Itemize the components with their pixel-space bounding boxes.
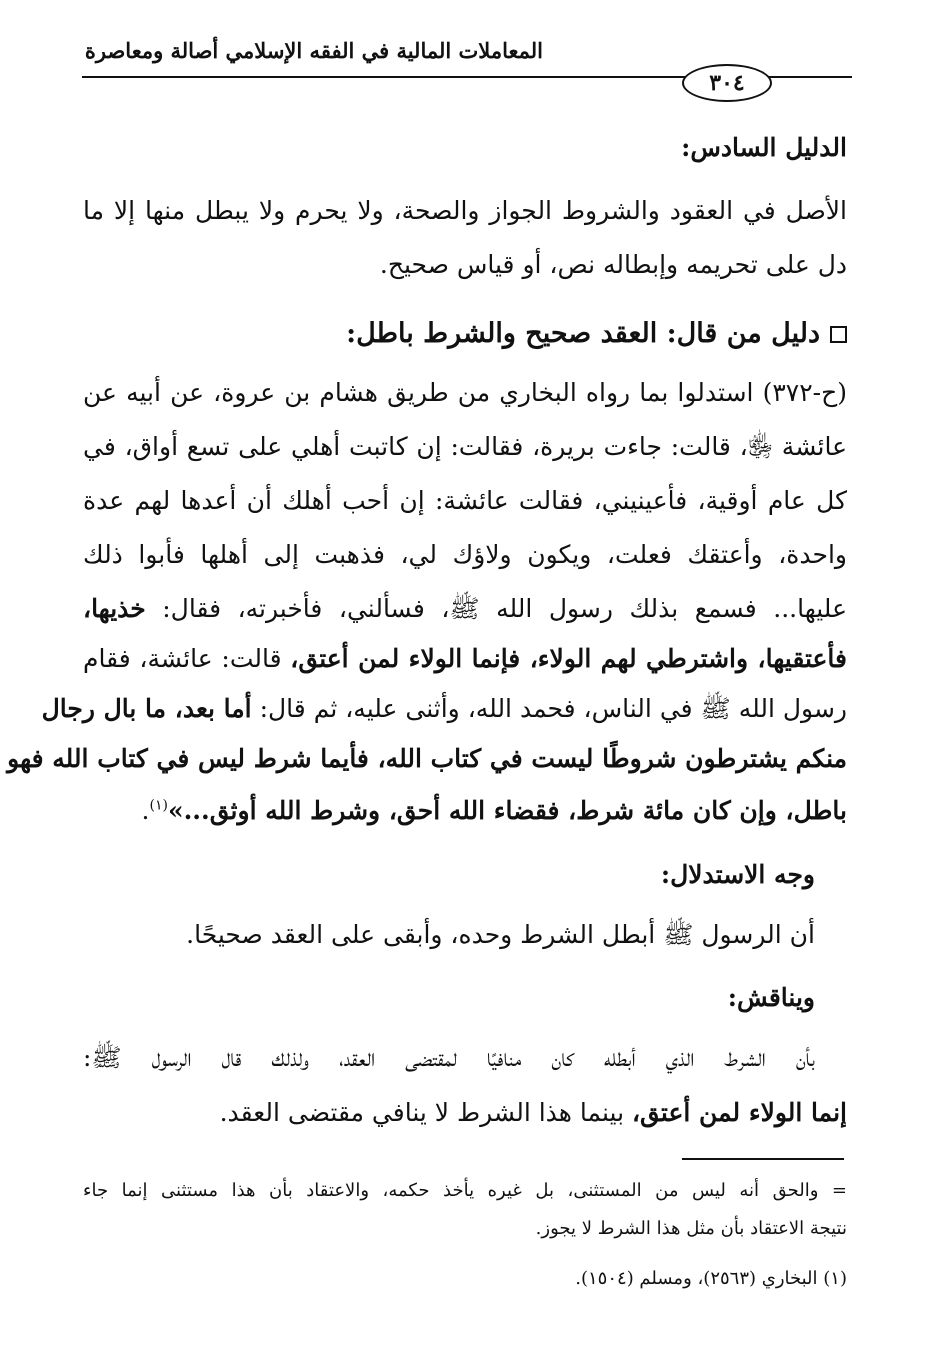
paragraph-text: بينما هذا الشرط لا ينافي مقتضى العقد.: [219, 1098, 632, 1127]
hadith-line: [83, 646, 847, 671]
hadith-line: [83, 596, 847, 621]
section-heading-evidence: [83, 320, 847, 347]
hadith-text: .: [141, 796, 150, 825]
hadith-text-bold: خذيها،: [83, 594, 146, 623]
footnote-ref: (١): [149, 797, 168, 814]
paragraph-line: [83, 1100, 847, 1125]
hadith-line: واحدة، وأعتقك فعلت، ويكون ولاؤك لي، فذهبت إلى أهلها فأبوا ذلك: [83, 540, 847, 569]
hadith-line: (ح-٣٧٢) استدلوا بما رواه البخاري من طريق هشام بن عروة، عن أبيه عن: [83, 378, 847, 407]
hadith-text-bold: باطل، وإن كان مائة شرط، فقضاء الله أحق، وشرط الله أوثق...»: [167, 796, 847, 825]
paragraph-line: بأن الشرط الذي أبطله كان منافيًا لمقتضى العقد، ولذلك قال الرسول ﷺ:: [83, 1043, 815, 1072]
paragraph-line: أن الرسول ﷺ أبطل الشرط وحده، وأبقى على العقد صحيحًا.: [186, 920, 815, 949]
section-heading-text: دليل من قال: العقد صحيح والشرط باطل:: [346, 318, 820, 349]
hadith-text: عليها... فسمع بذلك رسول الله ﷺ، فسألني، فأخبرته، فقال:: [145, 594, 847, 623]
footnote-line: (١) البخاري (٢٥٦٣)، ومسلم (١٥٠٤).: [575, 1268, 847, 1289]
hadith-line: [83, 798, 847, 823]
page-number: ٣٠٤: [682, 64, 772, 102]
section-heading-sixth-evidence: الدليل السادس:: [681, 133, 847, 162]
section-heading-discussion: ويناقش:: [727, 983, 815, 1012]
hadith-text: رسول الله ﷺ في الناس، فحمد الله، وأثنى عليه، ثم قال:: [251, 694, 847, 723]
square-bullet-icon: [830, 326, 847, 343]
hadith-text-bold: فأعتقيها، واشترطي لهم الولاء، فإنما الولاء لمن أعتق،: [290, 644, 847, 673]
running-header-title: المعاملات المالية في الفقه الإسلامي أصالة ومعاصرة: [84, 38, 543, 63]
hadith-text: قالت: عائشة، فقام: [83, 644, 291, 673]
section-heading-inference: وجه الاستدلال:: [660, 860, 815, 889]
footnote-rule: [682, 1158, 844, 1160]
hadith-line: كل عام أوقية، فأعينيني، فقالت عائشة: إن أحب أهلك أن أعدها لهم عدة: [83, 486, 847, 515]
hadith-line: عائشة ﵂، قالت: جاءت بريرة، فقالت: إن كاتبت أهلي على تسع أواق، في: [83, 432, 847, 461]
hadith-line: [41, 694, 847, 723]
footnote-line: نتيجة الاعتقاد بأن مثل هذا الشرط لا يجوز.: [535, 1218, 847, 1239]
footnote-line: = والحق أنه ليس من المستثنى، بل غيره يأخذ حكمه، والاعتقاد بأن هذا مستثنى إنما جاء: [83, 1180, 847, 1201]
paragraph-text-bold: إنما الولاء لمن أعتق،: [631, 1098, 847, 1127]
hadith-line: منكم يشترطون شروطًا ليست في كتاب الله، فأيما شرط ليس في كتاب الله فهو: [7, 744, 847, 773]
paragraph-line: دل على تحريمه وإبطاله نص، أو قياس صحيح.: [379, 250, 847, 279]
hadith-text-bold: أما بعد، ما بال رجال: [41, 694, 252, 723]
paragraph-line: الأصل في العقود والشروط الجواز والصحة، ولا يحرم ولا يبطل منها إلا ما: [83, 196, 847, 225]
